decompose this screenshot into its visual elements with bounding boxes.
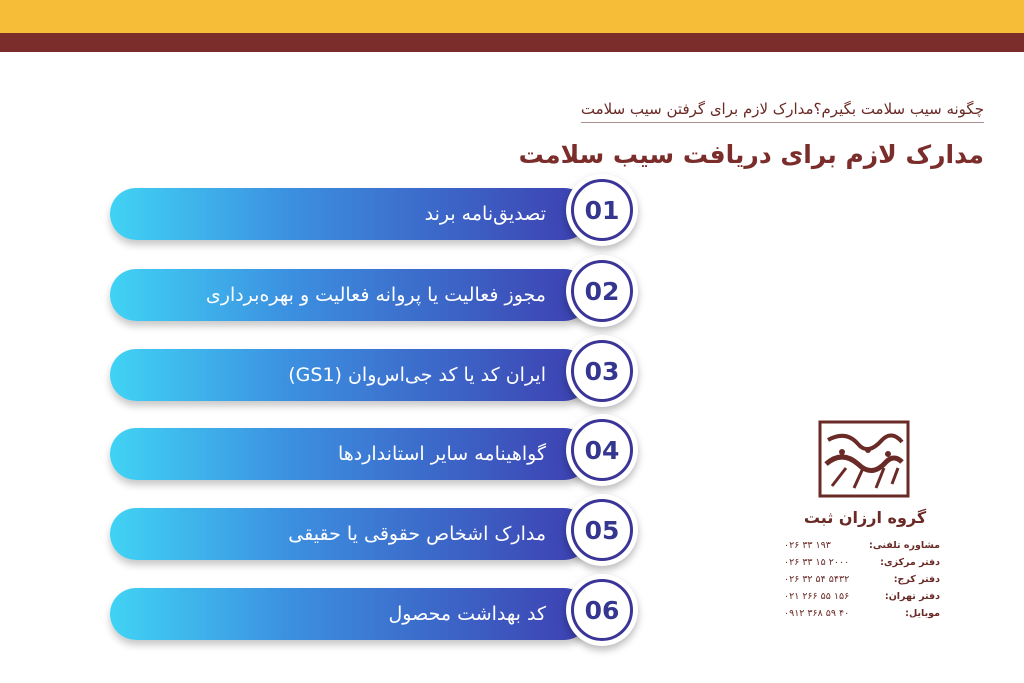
contact-label: دفتر تهران: <box>884 591 940 602</box>
list-item <box>110 428 638 480</box>
contact-label: موبایل: <box>905 608 940 619</box>
contact-row <box>780 608 940 625</box>
top-yellow-bar <box>0 0 1024 33</box>
number-badge <box>566 414 638 486</box>
list-item <box>110 588 638 640</box>
item-number: 03 <box>571 340 633 402</box>
list-item <box>110 508 638 560</box>
list-item <box>110 188 638 240</box>
contact-value: ۰۲۶ ۳۲ ۵۴ ۵۴۳۲ <box>784 574 850 585</box>
item-label: ایران کد یا کد جی‌اس‌وان (GS1) <box>288 364 546 386</box>
number-badge <box>566 255 638 327</box>
number-badge <box>566 174 638 246</box>
contact-label: دفتر کرج: <box>893 574 940 585</box>
item-label: کد بهداشت محصول <box>388 603 546 625</box>
contact-label: مشاوره تلفنی: <box>869 540 940 551</box>
contact-label: دفتر مرکزی: <box>880 557 940 568</box>
item-number: 02 <box>571 260 633 322</box>
item-label: تصدیق‌نامه برند <box>424 203 546 225</box>
list-item <box>110 269 638 321</box>
item-number: 05 <box>571 499 633 561</box>
contact-row <box>780 557 940 574</box>
item-label: گواهینامه سایر استانداردها <box>337 443 546 465</box>
item-label: مجوز فعالیت یا پروانه فعالیت و بهره‌برداری <box>205 284 546 306</box>
page-subtitle: چگونه سیب سلامت بگیرم؟مدارک لازم برای گرفتن سیب سلامت <box>581 100 984 123</box>
contact-value: ۰۹۱۲ ۳۶۸ ۵۹ ۴۰ <box>784 608 850 619</box>
top-brown-band <box>0 33 1024 52</box>
contact-row <box>780 574 940 591</box>
item-number: 04 <box>571 419 633 481</box>
contact-value: ۰۲۶ ۳۳ ۱۹۳ <box>784 540 831 551</box>
company-logo <box>818 420 910 498</box>
contact-list <box>780 540 940 625</box>
item-label: مدارک اشخاص حقوقی یا حقیقی <box>288 523 546 545</box>
contact-value: ۰۲۶ ۳۳ ۱۵ ۲۰۰۰ <box>784 557 850 568</box>
list-item <box>110 349 638 401</box>
number-badge <box>566 335 638 407</box>
contact-value: ۰۲۱ ۲۶۶ ۵۵ ۱۵۶ <box>784 591 850 602</box>
number-badge <box>566 574 638 646</box>
company-name: گروه ارزان ثبت <box>803 508 927 527</box>
contact-row <box>780 591 940 608</box>
item-number: 06 <box>571 579 633 641</box>
number-badge <box>566 494 638 566</box>
contact-row <box>780 540 940 557</box>
item-number: 01 <box>571 179 633 241</box>
page-title: مدارک لازم برای دریافت سیب سلامت <box>518 140 984 169</box>
